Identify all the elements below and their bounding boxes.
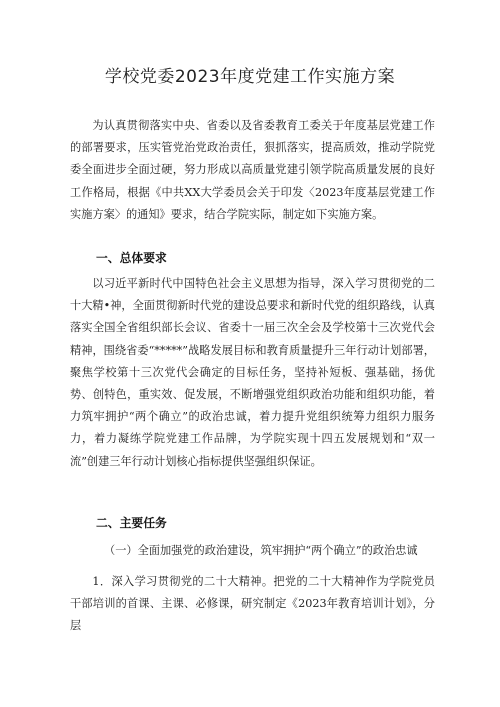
subsection-heading-political-construction: （一）全面加强党的政治建设，筑牢拥护“两个确立”的政治忠诚 [104,544,418,557]
intro-paragraph: 为认真贯彻落实中央、省委以及省委教育工委关于年度基层党建工作的部署要求，压实管党治党政治责任，狠抓落实，提高质效，推动学院党委全面进步全面过硬，努力形成以高质量党建引领学院高质量发展的良好工作格局，根据《中共XX大学委员会关于印发〈2023年度基层党建工作实施方案〉的通知》要求，结合学院实际，制定如下实施方案。 [70,119,435,221]
task-item-1-paragraph: 1．深入学习贯彻党的二十大精神。把党的二十大精神作为学院党员干部培训的首课、主课、必修课，研究制定《2023年教育培训计划》，分层 [70,575,435,633]
document-title: 学校党委2023年度党建工作实施方案 [104,67,396,87]
section-heading-general-requirements: 一、总体要求 [96,251,167,265]
general-requirements-paragraph: 以习近平新时代中国特色社会主义思想为指导，深入学习贯彻党的二十大精•神，全面贯彻新时代党的建设总要求和新时代党的组织路线，认真落实全国全省组织部长会议、省委十一届三次全会及学校第十三次党代会精神，围绕省委“*****”战略发展目标和教育质量提升三年行动计划部署，聚焦学校第十三次党代会确定的目标任务，坚持补短板、强基础，扬优势、创特色，重实效、促发展，不断增强党组织政治功能和组织功能，着力筑牢拥护“两个确立”的政治忠诚，着力提升党组织统筹力组织力服务力，着力凝练学院党建工作品牌，为学院实现十四五发展规划和“双一流”创建三年行动计划核心指标提供坚强组织保证。 [70,277,435,468]
section-heading-main-tasks: 二、主要任务 [96,516,167,530]
